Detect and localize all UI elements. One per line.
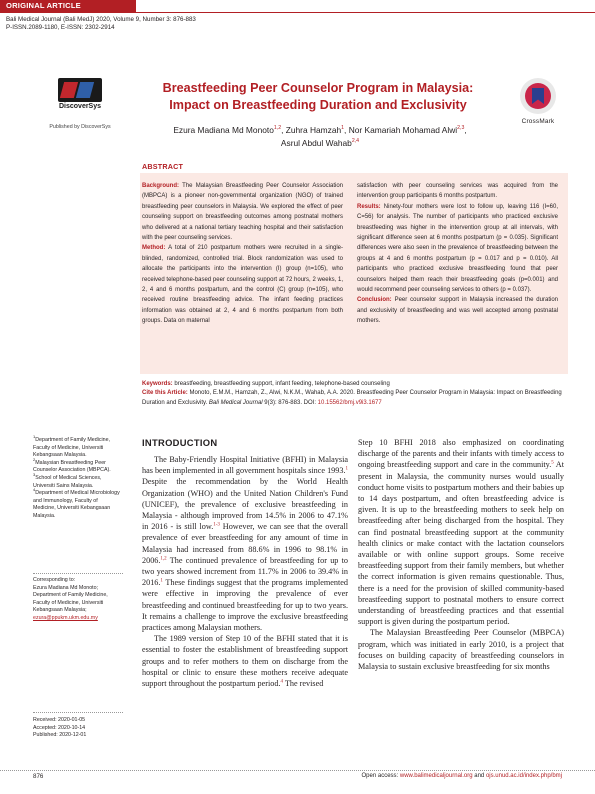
abstract-method-text: A total of 210 postpartum mothers were recruited in a single-blinded, randomized, controlled trial. Block randomization was used to allocate the participants into the intervention (I) group (n=105), who received telephone-based peer counseling support at 72 hours, 2 weeks, 1, 2, 4 and 6 months postpartum, and the control (C) group (n=105), who received routine breastfeeding advice. The infant feeding practices information was obtained at 2, 4 and 6 months postpartum from both groups. Data on maternal <box>142 245 344 325</box>
author-affiliation-ref: 2,3 <box>457 125 465 132</box>
abstract-conclusion-label: Conclusion: <box>357 297 392 304</box>
correspondence-name: Ezura Madiana Md Monoto; <box>33 584 99 591</box>
sidebar-divider <box>33 573 123 574</box>
page-number: 876 <box>33 773 44 780</box>
author-list: Ezura Madiana Md Monoto$^{1,2}$, Zuhra Hamzah$^1$, Nor Kamariah Mohamad Alwi$^{2,3}$, Asrul Abdul Wahab$^{2,4}$ <box>173 125 467 148</box>
date-published: Published: 2020-12-01 <box>33 732 87 739</box>
author-affiliation-ref: 1 <box>341 125 345 132</box>
crossmark-badge[interactable] <box>518 78 558 132</box>
affiliations <box>33 434 121 521</box>
cite-volume: 9(3): 876-883. DOI: <box>264 399 316 406</box>
abstract-conclusion-text: Peer counselor support in Malaysia increased the duration and exclusivity of breastfeeding and was well accepted among postnatal mothers. <box>357 297 558 325</box>
publisher-logo-name: DiscoverSys <box>58 103 102 110</box>
publisher-logo <box>56 78 104 128</box>
abstract-heading: ABSTRACT <box>142 162 184 171</box>
abstract-background-text: The Malaysian Breastfeeding Peer Counselor Association (MBPCA) is a pioneer non-governmental organization (NGO) of trained breastfeeding peer counselors in Malaysia. We explored the effect of peer counseling support on breastfeeding outcomes among postnatal mothers who delivered at a national tertiary teaching hospital and their satisfaction with the peer counseling services. <box>142 183 343 242</box>
abstract-results-label: Results: <box>357 203 381 210</box>
paragraph: The Malaysian Breastfeeding Peer Counselor (MBPCA) program, which was initiated in early 2010, is a project that focuses on building capacity of breastfeeding counselors in Malaysia to sustain exclusive breastfeeding for six months <box>358 628 564 672</box>
header-rule <box>0 12 595 13</box>
section-heading-introduction: INTRODUCTION <box>142 437 218 448</box>
article-dates <box>33 717 121 740</box>
article-type-label: ORIGINAL ARTICLE <box>6 1 81 10</box>
journal-issn: P-ISSN.2089-1180, E-ISSN: 2302-2914 <box>6 24 115 31</box>
date-received: Received: 2020-01-05 <box>33 717 86 723</box>
article-title-line-2: Impact on Breastfeeding Duration and Exclusivity <box>169 98 467 112</box>
ojs-website-link[interactable]: ojs.unud.ac.id/index.php/bmj <box>485 773 562 779</box>
correspondence-email-link[interactable]: ezura@ppukm.ukm.edu.my <box>33 614 98 621</box>
date-accepted: Accepted: 2020-10-14 <box>33 724 86 731</box>
journal-citation: Bali Medical Journal (Bali MedJ) 2020, Volume 9, Number 3: 876-883 <box>6 16 196 23</box>
abstract-method-label: Method: <box>142 245 166 252</box>
author-name: Asrul Abdul Wahab <box>280 138 352 148</box>
paragraph: The Baby-Friendly Hospital Initiative (BFHI) in Malaysia has been implemented in all government hospitals since 1993.$^1$ Despite the recommendation by the World Health Organization (WHO) and the United Nation Children's Fund (UNICEF), the prevalence of exclusive breastfeeding in Malaysia - although improved from 14.5% in 2006 to 47.1% in 2016 - is still low.$^{1-3}$ However, we can see that the overall prevalence of ever breastfeeding for any amount of time in Malaysia had increased from 88.6% in 1996 to 98.1% in 2006.$^{1,2}$ The continued prevalence of breastfeeding for up to two years showed increment from 11.7% in 2006 to 39.4% in 2016.$^1$ These findings suggest that the programs implemented were effective in improving the prevalence of ever breastfeeding and continued breastfeeding for up to two years. It remains a challenge to improve the exclusive breastfeeding practices among Malaysian mothers. <box>142 455 348 633</box>
author-name: Ezura Madiana Md Monoto <box>173 125 274 135</box>
correspondence <box>33 577 121 623</box>
journal-website-link[interactable]: www.balimedicaljournal.org <box>399 773 473 779</box>
article-title <box>128 80 508 114</box>
cite-text: Monoto, E.M.M., Hamzah, Z., Alwi, N.K.M., Wahab, A.A. 2020. Breastfeeding Peer Counselor Program in Malaysia: Impact on Breastfeeding Duration and Exclusivity. <box>142 390 562 406</box>
author-name: Nor Kamariah Mohamad Alwi <box>348 125 458 135</box>
paragraph: Step 10 BFHI 2018 also emphasized on coordinating discharge of the parents and their infants with timely access to ongoing breastfeeding support and care in the community.$^5$ At present in Malaysia, the community nurses would usually conduct home visits to postpartum mothers and their babies up to 14 days postpartum, and often breastfeeding advice is given. It is up to the breastfeeding mothers to seek help on breastfeeding after being discharged from the hospital. They can find postnatal breastfeeding support at the community health clinics or make contact with the lactation counselors available or with online support groups. Some receive breastfeeding support from their family members, but whether the correct information is given remains questionable. Thus, there is a need for the provision of skilled community-based breastfeeding support to postnatal mothers to ensure correct understanding of breastfeeding practices and that essential support is given during the postpartum period. <box>358 438 564 627</box>
article-type-banner <box>0 0 136 12</box>
correspondence-address: Department of Family Medicine, Faculty of Medicine, Universiti Kebangsaan Malaysia; <box>33 592 108 614</box>
crossmark-label: CrossMark <box>521 118 555 125</box>
affiliation-item: $^4$Department of Medical Microbiology and Immunology, Faculty of Medicine, Universiti Kebangsaan Malaysia. <box>33 487 120 519</box>
abstract-results-text: Ninety-four mothers were lost to follow up, leaving 116 (I=60, C=56) for analysis. The number of participants who practiced exclusive breastfeeding was higher in the intervention group at all intervals, with significant difference seen at 6 months postpartum (p = 0.035). Significant differences were also seen in the prevalence of breastfeeding between the groups at 4 and 6 months postpartum (p = 0.017 and p = 0.010). All participants who practiced exclusive breastfeeding found that peer counselors helped them reach their breastfeeding goals (p=0.001) and would recommend peer counseling services to others (p = 0.037). <box>357 203 558 294</box>
published-by-text: Published by DiscoverSys <box>49 124 111 130</box>
keywords-label: Keywords: <box>142 381 173 387</box>
sidebar-divider <box>33 712 123 713</box>
body-column-right <box>358 437 564 766</box>
author-affiliation-ref: 2,4 <box>351 138 360 145</box>
correspondence-label: Corresponding to: <box>33 577 76 583</box>
abstract-column-right <box>357 181 558 327</box>
keywords-block <box>142 380 568 408</box>
paragraph: The 1989 version of Step 10 of the BFHI stated that it is essential to foster the establishment of breastfeeding support groups and to refer mothers to them on discharge from the hospital or clinic to ensure these mothers receive adequate support throughout the postpartum period.$^4$ The revised <box>142 634 348 689</box>
open-access-note: Open access: www.balimedicaljournal.org and ojs.unud.ac.id/index.php/bmj <box>361 773 562 779</box>
abstract-column-left <box>142 181 343 327</box>
doi-link[interactable]: 10.15562/bmj.v9i3.1677 <box>317 399 382 406</box>
abstract-background-label: Background: <box>142 183 180 189</box>
cite-journal: Bali Medical Journal <box>208 399 263 406</box>
cite-label: Cite this Article: <box>142 390 188 397</box>
body-column-left <box>142 454 348 766</box>
affiliation-item: $^2$Malaysian Breastfeeding Peer Counselor Association (MBPCA). <box>33 457 111 474</box>
abstract-method-continued: satisfaction with peer counseling services was acquired from the intervention group participants 6 months postpartum. <box>357 183 558 200</box>
affiliation-item: $^1$Department of Family Medicine, Faculty of Medicine, Universiti Kebangsaan Malaysia. <box>33 434 111 459</box>
keywords-text: breastfeeding, breastfeeding support, infant feeding, telephone-based counseling <box>174 381 390 387</box>
author-affiliation-ref: 1,2 <box>273 125 282 132</box>
footer-rule <box>0 770 595 771</box>
affiliation-item: $^3$School of Medical Sciences, Universiti Sains Malaysia. <box>33 472 102 489</box>
author-name: Zuhra Hamzah <box>285 125 342 135</box>
article-title-line-1: Breastfeeding Peer Counselor Program in Malaysia: <box>162 81 474 95</box>
